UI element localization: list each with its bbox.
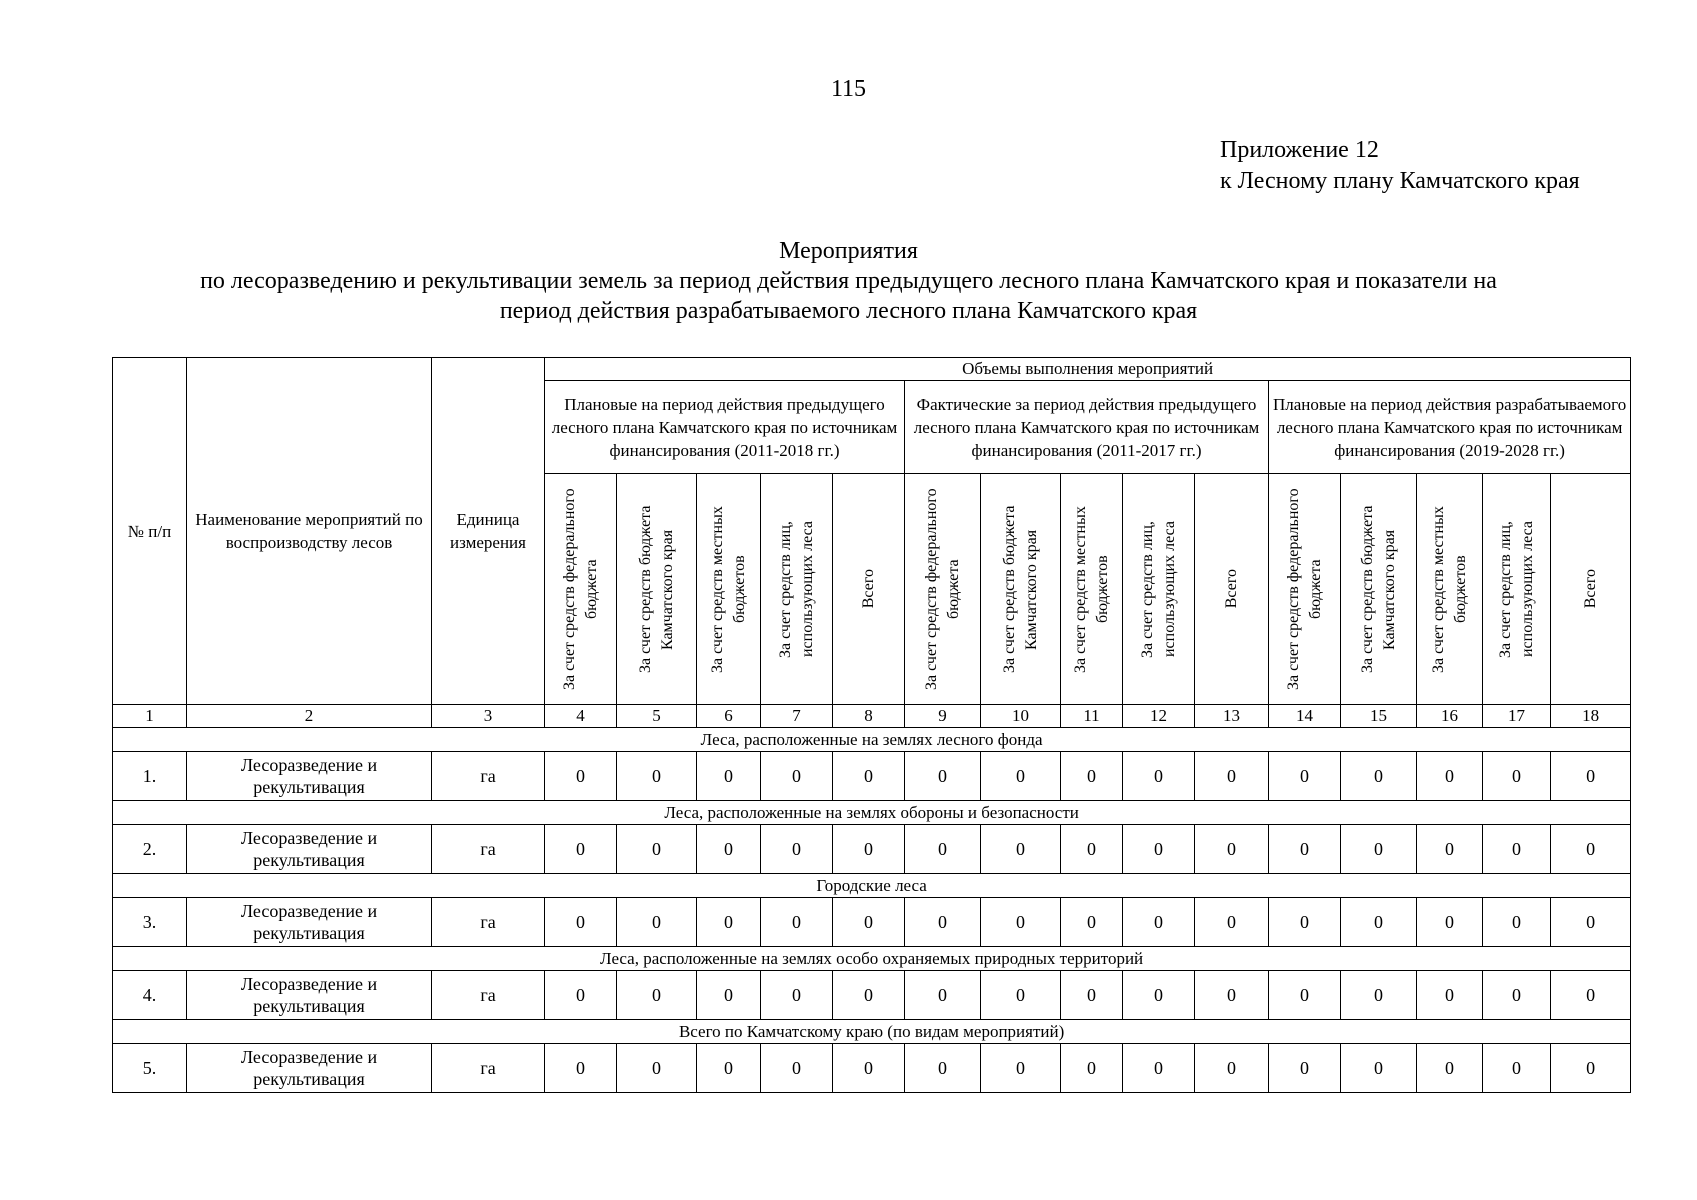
header-row-volumes [113,358,1631,381]
row-value: 0 [697,1044,761,1093]
header-group-planned-new: Плановые на период действия разрабатываемого лесного плана Камчатского края по источникам финансирования (2019-2028 гг.) [1269,381,1631,474]
section-title: Городские леса [113,874,1631,898]
row-value: 0 [1195,898,1269,947]
header-source-forest-users: За счет средств лиц, использующих леса [1483,474,1551,705]
row-value: 0 [1269,898,1341,947]
row-value: 0 [1341,1044,1417,1093]
header-group-planned-previous: Плановые на период действия предыдущего лесного плана Камчатского края по источникам финансирования (2011-2018 гг.) [545,381,905,474]
section-row [113,1020,1631,1044]
row-value: 0 [697,971,761,1020]
row-value: 0 [1551,971,1631,1020]
appendix-line-1: Приложение 12 [1220,137,1379,163]
column-number: 18 [1551,705,1631,728]
column-number: 14 [1269,705,1341,728]
row-value: 0 [1417,898,1483,947]
row-value: 0 [905,825,981,874]
title-line-2: по лесоразведению и рекультивации земель за период действия предыдущего лесного плана Камчатского края и показатели на [200,268,1497,294]
row-value: 0 [1269,1044,1341,1093]
row-value: 0 [1195,971,1269,1020]
row-unit: га [432,971,545,1020]
row-value: 0 [1061,898,1123,947]
row-value: 0 [1551,898,1631,947]
appendix-caption [1220,135,1580,197]
page-number: 115 [830,76,867,102]
row-value: 0 [617,971,697,1020]
row-value: 0 [1417,825,1483,874]
row-value: 0 [617,825,697,874]
row-value: 0 [761,825,833,874]
row-name: Лесоразведение и рекультивация [187,1044,432,1093]
column-number: 13 [1195,705,1269,728]
table-row [113,1044,1631,1093]
row-value: 0 [697,898,761,947]
header-source-federal-budget: За счет средств федерального бюджета [905,474,981,705]
column-number: 5 [617,705,697,728]
row-value: 0 [1123,1044,1195,1093]
row-unit: га [432,1044,545,1093]
section-title: Леса, расположенные на землях лесного фонда [113,728,1631,752]
row-value: 0 [761,1044,833,1093]
row-unit: га [432,752,545,801]
header-source-total: Всего [1195,474,1269,705]
header-col-no: № п/п [113,358,187,705]
header-source-forest-users: За счет средств лиц, использующих леса [761,474,833,705]
document-title [60,236,1637,326]
table-row [113,752,1631,801]
row-value: 0 [981,971,1061,1020]
row-value: 0 [1123,825,1195,874]
table-row [113,971,1631,1020]
row-name: Лесоразведение и рекультивация [187,825,432,874]
column-number: 17 [1483,705,1551,728]
row-value: 0 [761,971,833,1020]
title-line-1: Мероприятия [779,238,918,264]
row-value: 0 [1195,752,1269,801]
measures-table [112,357,1631,1093]
row-value: 0 [1341,825,1417,874]
row-number: 3. [113,898,187,947]
row-number: 1. [113,752,187,801]
section-title: Леса, расположенные на землях обороны и безопасности [113,801,1631,825]
column-number: 3 [432,705,545,728]
header-col-name: Наименование мероприятий по воспроизводству лесов [187,358,432,705]
row-value: 0 [1123,752,1195,801]
column-number: 16 [1417,705,1483,728]
row-value: 0 [1269,752,1341,801]
row-unit: га [432,825,545,874]
row-value: 0 [545,971,617,1020]
row-value: 0 [1417,971,1483,1020]
section-row [113,728,1631,752]
row-value: 0 [1551,1044,1631,1093]
row-value: 0 [981,898,1061,947]
row-value: 0 [833,971,905,1020]
row-value: 0 [1061,752,1123,801]
row-value: 0 [1551,825,1631,874]
row-value: 0 [1551,752,1631,801]
row-value: 0 [1269,825,1341,874]
row-value: 0 [1483,971,1551,1020]
row-value: 0 [1061,1044,1123,1093]
header-group-actual-previous: Фактические за период действия предыдущего лесного плана Камчатского края по источникам финансирования (2011-2017 гг.) [905,381,1269,474]
row-value: 0 [761,752,833,801]
header-source-local-budgets: За счет средств местных бюджетов [697,474,761,705]
column-number: 8 [833,705,905,728]
row-value: 0 [1483,752,1551,801]
row-value: 0 [1483,898,1551,947]
column-number: 4 [545,705,617,728]
row-value: 0 [545,825,617,874]
row-value: 0 [833,898,905,947]
row-value: 0 [833,1044,905,1093]
row-value: 0 [1061,825,1123,874]
title-line-3: период действия разрабатываемого лесного плана Камчатского края [499,298,1198,324]
section-title: Леса, расположенные на землях особо охраняемых природных территорий [113,947,1631,971]
row-value: 0 [1341,971,1417,1020]
row-value: 0 [833,752,905,801]
row-value: 0 [1417,752,1483,801]
header-col-unit: Единица измерения [432,358,545,705]
row-value: 0 [1483,825,1551,874]
row-value: 0 [1341,752,1417,801]
header-source-total: Всего [1551,474,1631,705]
row-value: 0 [761,898,833,947]
column-number: 10 [981,705,1061,728]
section-row [113,947,1631,971]
column-number: 9 [905,705,981,728]
row-number: 4. [113,971,187,1020]
header-source-forest-users: За счет средств лиц, использующих леса [1123,474,1195,705]
row-value: 0 [905,898,981,947]
column-number-row [113,705,1631,728]
row-value: 0 [697,752,761,801]
header-source-regional-budget: За счет средств бюджета Камчатского края [981,474,1061,705]
row-value: 0 [697,825,761,874]
row-number: 5. [113,1044,187,1093]
row-value: 0 [905,752,981,801]
header-source-regional-budget: За счет средств бюджета Камчатского края [1341,474,1417,705]
row-value: 0 [1483,1044,1551,1093]
row-value: 0 [1269,971,1341,1020]
appendix-line-2: к Лесному плану Камчатского края [1220,168,1580,194]
header-source-federal-budget: За счет средств федерального бюджета [545,474,617,705]
column-number: 1 [113,705,187,728]
row-value: 0 [1123,898,1195,947]
row-value: 0 [1195,825,1269,874]
row-value: 0 [617,898,697,947]
section-row [113,874,1631,898]
header-source-local-budgets: За счет средств местных бюджетов [1061,474,1123,705]
section-title: Всего по Камчатскому краю (по видам мероприятий) [113,1020,1631,1044]
row-value: 0 [981,752,1061,801]
row-value: 0 [1061,971,1123,1020]
column-number: 2 [187,705,432,728]
row-value: 0 [905,971,981,1020]
row-name: Лесоразведение и рекультивация [187,898,432,947]
row-value: 0 [545,1044,617,1093]
row-value: 0 [1123,971,1195,1020]
section-row [113,801,1631,825]
table-row [113,825,1631,874]
row-value: 0 [833,825,905,874]
row-value: 0 [1341,898,1417,947]
header-volumes: Объемы выполнения мероприятий [545,358,1631,381]
row-value: 0 [981,1044,1061,1093]
row-value: 0 [617,1044,697,1093]
row-number: 2. [113,825,187,874]
row-value: 0 [981,825,1061,874]
header-source-local-budgets: За счет средств местных бюджетов [1417,474,1483,705]
row-name: Лесоразведение и рекультивация [187,971,432,1020]
header-source-total: Всего [833,474,905,705]
row-value: 0 [1195,1044,1269,1093]
column-number: 6 [697,705,761,728]
column-number: 12 [1123,705,1195,728]
row-value: 0 [617,752,697,801]
row-value: 0 [1417,1044,1483,1093]
row-name: Лесоразведение и рекультивация [187,752,432,801]
column-number: 7 [761,705,833,728]
row-value: 0 [545,752,617,801]
column-number: 11 [1061,705,1123,728]
header-source-federal-budget: За счет средств федерального бюджета [1269,474,1341,705]
column-number: 15 [1341,705,1417,728]
row-unit: га [432,898,545,947]
table-row [113,898,1631,947]
row-value: 0 [545,898,617,947]
header-source-regional-budget: За счет средств бюджета Камчатского края [617,474,697,705]
row-value: 0 [905,1044,981,1093]
